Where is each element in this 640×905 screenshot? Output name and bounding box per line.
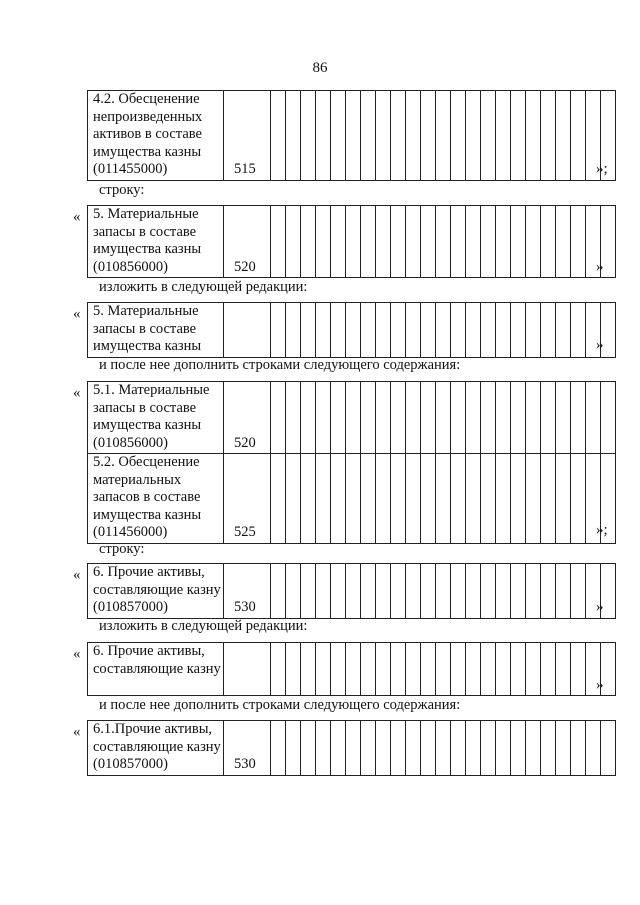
- empty-cell: [496, 721, 511, 776]
- empty-cell: [526, 643, 541, 696]
- empty-cell: [541, 721, 556, 776]
- empty-cell: [316, 454, 331, 544]
- empty-cell: [436, 382, 451, 454]
- empty-cell: [571, 454, 586, 544]
- empty-cell: [376, 91, 391, 181]
- empty-cell: [451, 382, 466, 454]
- empty-cell: [316, 721, 331, 776]
- empty-cell: [466, 303, 481, 358]
- empty-cell: [571, 643, 586, 696]
- empty-cell: [496, 206, 511, 278]
- empty-cell: [556, 303, 571, 358]
- close-quote: »: [596, 599, 604, 615]
- row-label: 6. Прочие активы, составляющие казну (010857000): [88, 564, 224, 619]
- empty-cell: [556, 382, 571, 454]
- empty-cell: [376, 454, 391, 544]
- empty-cell: [376, 382, 391, 454]
- empty-cell: [556, 643, 571, 696]
- empty-cell: [391, 721, 406, 776]
- empty-cell: [571, 721, 586, 776]
- empty-cell: [286, 454, 301, 544]
- empty-cell: [376, 303, 391, 358]
- empty-cell: [301, 643, 316, 696]
- empty-cell: [511, 564, 526, 619]
- empty-cell: [436, 721, 451, 776]
- close-quote: »: [596, 677, 604, 693]
- empty-cell: [496, 91, 511, 181]
- empty-cell: [346, 564, 361, 619]
- empty-cell: [541, 382, 556, 454]
- empty-cell: [301, 206, 316, 278]
- empty-cell: [511, 382, 526, 454]
- empty-cell: [541, 206, 556, 278]
- empty-cell: [271, 91, 286, 181]
- empty-cell: [361, 564, 376, 619]
- table-row: [88, 454, 616, 544]
- empty-cell: [436, 91, 451, 181]
- empty-cell: [421, 382, 436, 454]
- empty-cell: [466, 382, 481, 454]
- empty-cell: [391, 564, 406, 619]
- row-code: 525: [224, 454, 271, 544]
- empty-cell: [481, 303, 496, 358]
- empty-cell: [376, 721, 391, 776]
- empty-cell: [361, 206, 376, 278]
- empty-cell: [436, 206, 451, 278]
- empty-cell: [391, 382, 406, 454]
- empty-cell: [601, 721, 616, 776]
- empty-cell: [346, 721, 361, 776]
- empty-cell: [451, 721, 466, 776]
- open-quote: «: [73, 306, 81, 322]
- empty-cell: [496, 303, 511, 358]
- empty-cell: [316, 382, 331, 454]
- empty-cell: [301, 382, 316, 454]
- empty-cell: [331, 303, 346, 358]
- row-label: 5.1. Материальные запасы в составе имущества казны (010856000): [88, 382, 224, 454]
- empty-cell: [316, 564, 331, 619]
- empty-cell: [586, 382, 601, 454]
- empty-cell: [316, 303, 331, 358]
- empty-cell: [436, 643, 451, 696]
- empty-cell: [511, 303, 526, 358]
- table-row: [88, 303, 616, 358]
- empty-cell: [526, 91, 541, 181]
- empty-cell: [331, 206, 346, 278]
- empty-cell: [481, 721, 496, 776]
- empty-cell: [301, 454, 316, 544]
- form-row-table: [87, 205, 616, 278]
- empty-cell: [556, 91, 571, 181]
- close-quote: »: [596, 337, 604, 353]
- empty-cell: [271, 303, 286, 358]
- empty-cell: [271, 721, 286, 776]
- open-quote: «: [73, 646, 81, 662]
- empty-cell: [496, 643, 511, 696]
- row-code: 520: [224, 206, 271, 278]
- empty-cell: [331, 382, 346, 454]
- empty-cell: [541, 91, 556, 181]
- open-quote: «: [73, 567, 81, 583]
- empty-cell: [421, 643, 436, 696]
- empty-cell: [466, 206, 481, 278]
- empty-cell: [421, 303, 436, 358]
- empty-cell: [571, 382, 586, 454]
- empty-cell: [376, 643, 391, 696]
- empty-cell: [436, 454, 451, 544]
- form-row-table: [87, 302, 616, 358]
- empty-cell: [571, 91, 586, 181]
- empty-cell: [391, 206, 406, 278]
- row-code: [224, 303, 271, 358]
- table-row: [88, 721, 616, 776]
- empty-cell: [286, 91, 301, 181]
- empty-cell: [466, 454, 481, 544]
- empty-cell: [451, 303, 466, 358]
- empty-cell: [541, 643, 556, 696]
- empty-cell: [526, 382, 541, 454]
- empty-cell: [571, 206, 586, 278]
- empty-cell: [526, 721, 541, 776]
- empty-cell: [451, 91, 466, 181]
- empty-cell: [361, 303, 376, 358]
- form-row-table: [87, 90, 616, 181]
- instruction-text: строку:: [99, 541, 145, 557]
- empty-cell: [556, 721, 571, 776]
- form-row-table: [87, 381, 616, 544]
- instruction-text: и после нее дополнить строками следующего содержания:: [99, 697, 461, 713]
- empty-cell: [346, 382, 361, 454]
- empty-cell: [331, 91, 346, 181]
- empty-cell: [331, 564, 346, 619]
- empty-cell: [451, 454, 466, 544]
- empty-cell: [376, 206, 391, 278]
- empty-cell: [271, 564, 286, 619]
- empty-cell: [316, 206, 331, 278]
- empty-cell: [421, 564, 436, 619]
- row-code: 515: [224, 91, 271, 181]
- form-row-table: [87, 720, 616, 776]
- empty-cell: [316, 643, 331, 696]
- empty-cell: [346, 206, 361, 278]
- empty-cell: [406, 643, 421, 696]
- row-code: 530: [224, 721, 271, 776]
- empty-cell: [301, 564, 316, 619]
- empty-cell: [451, 206, 466, 278]
- empty-cell: [541, 303, 556, 358]
- empty-cell: [466, 564, 481, 619]
- empty-cell: [271, 454, 286, 544]
- table-row: [88, 382, 616, 454]
- empty-cell: [526, 454, 541, 544]
- empty-cell: [271, 206, 286, 278]
- empty-cell: [406, 303, 421, 358]
- empty-cell: [601, 382, 616, 454]
- empty-cell: [541, 564, 556, 619]
- empty-cell: [301, 721, 316, 776]
- empty-cell: [556, 564, 571, 619]
- close-quote: »;: [596, 522, 608, 538]
- row-label: 5. Материальные запасы в составе имущества казны: [88, 303, 224, 358]
- row-label: 6.1.Прочие активы, составляющие казну (010857000): [88, 721, 224, 776]
- empty-cell: [406, 206, 421, 278]
- empty-cell: [286, 643, 301, 696]
- close-quote: »;: [596, 161, 608, 177]
- empty-cell: [436, 303, 451, 358]
- table-row: [88, 206, 616, 278]
- empty-cell: [316, 91, 331, 181]
- empty-cell: [481, 454, 496, 544]
- table-row: [88, 91, 616, 181]
- empty-cell: [331, 721, 346, 776]
- empty-cell: [361, 382, 376, 454]
- empty-cell: [361, 721, 376, 776]
- row-code: 520: [224, 382, 271, 454]
- empty-cell: [286, 303, 301, 358]
- empty-cell: [286, 206, 301, 278]
- empty-cell: [391, 303, 406, 358]
- empty-cell: [481, 564, 496, 619]
- empty-cell: [511, 643, 526, 696]
- empty-cell: [406, 721, 421, 776]
- empty-cell: [466, 643, 481, 696]
- empty-cell: [541, 454, 556, 544]
- empty-cell: [391, 454, 406, 544]
- open-quote: «: [73, 209, 81, 225]
- empty-cell: [466, 721, 481, 776]
- empty-cell: [406, 454, 421, 544]
- empty-cell: [586, 721, 601, 776]
- empty-cell: [511, 454, 526, 544]
- row-label: 5.2. Обесценение материальных запасов в составе имущества казны (011456000): [88, 454, 224, 544]
- empty-cell: [346, 454, 361, 544]
- empty-cell: [361, 454, 376, 544]
- empty-cell: [391, 643, 406, 696]
- empty-cell: [481, 382, 496, 454]
- empty-cell: [526, 206, 541, 278]
- empty-cell: [481, 206, 496, 278]
- empty-cell: [286, 382, 301, 454]
- open-quote: «: [73, 724, 81, 740]
- empty-cell: [571, 303, 586, 358]
- empty-cell: [511, 721, 526, 776]
- empty-cell: [421, 91, 436, 181]
- empty-cell: [496, 382, 511, 454]
- empty-cell: [421, 454, 436, 544]
- empty-cell: [406, 382, 421, 454]
- empty-cell: [346, 303, 361, 358]
- empty-cell: [301, 303, 316, 358]
- empty-cell: [406, 91, 421, 181]
- row-code: 530: [224, 564, 271, 619]
- empty-cell: [481, 643, 496, 696]
- empty-cell: [436, 564, 451, 619]
- empty-cell: [556, 454, 571, 544]
- table-row: [88, 643, 616, 696]
- empty-cell: [271, 643, 286, 696]
- empty-cell: [496, 564, 511, 619]
- table-row: [88, 564, 616, 619]
- empty-cell: [391, 91, 406, 181]
- empty-cell: [361, 91, 376, 181]
- empty-cell: [286, 564, 301, 619]
- form-row-table: [87, 563, 616, 619]
- empty-cell: [481, 91, 496, 181]
- instruction-text: и после нее дополнить строками следующего содержания:: [99, 357, 461, 373]
- empty-cell: [331, 454, 346, 544]
- empty-cell: [406, 564, 421, 619]
- empty-cell: [511, 206, 526, 278]
- close-quote: »: [596, 259, 604, 275]
- instruction-text: строку:: [99, 182, 145, 198]
- form-row-table: [87, 642, 616, 696]
- empty-cell: [421, 206, 436, 278]
- empty-cell: [571, 564, 586, 619]
- empty-cell: [526, 303, 541, 358]
- empty-cell: [451, 564, 466, 619]
- empty-cell: [496, 454, 511, 544]
- empty-cell: [301, 91, 316, 181]
- instruction-text: изложить в следующей редакции:: [99, 279, 308, 295]
- row-code: [224, 643, 271, 696]
- empty-cell: [286, 721, 301, 776]
- empty-cell: [556, 206, 571, 278]
- row-label: 5. Материальные запасы в составе имущества казны (010856000): [88, 206, 224, 278]
- empty-cell: [511, 91, 526, 181]
- empty-cell: [271, 382, 286, 454]
- instruction-text: изложить в следующей редакции:: [99, 618, 308, 634]
- empty-cell: [376, 564, 391, 619]
- empty-cell: [331, 643, 346, 696]
- row-label: 6. Прочие активы, составляющие казну: [88, 643, 224, 696]
- empty-cell: [346, 91, 361, 181]
- empty-cell: [421, 721, 436, 776]
- empty-cell: [526, 564, 541, 619]
- empty-cell: [466, 91, 481, 181]
- row-label: 4.2. Обесценение непроизведенных активов в составе имущества казны (011455000): [88, 91, 224, 181]
- empty-cell: [346, 643, 361, 696]
- empty-cell: [361, 643, 376, 696]
- empty-cell: [451, 643, 466, 696]
- page-number: 86: [312, 60, 328, 76]
- open-quote: «: [73, 385, 81, 401]
